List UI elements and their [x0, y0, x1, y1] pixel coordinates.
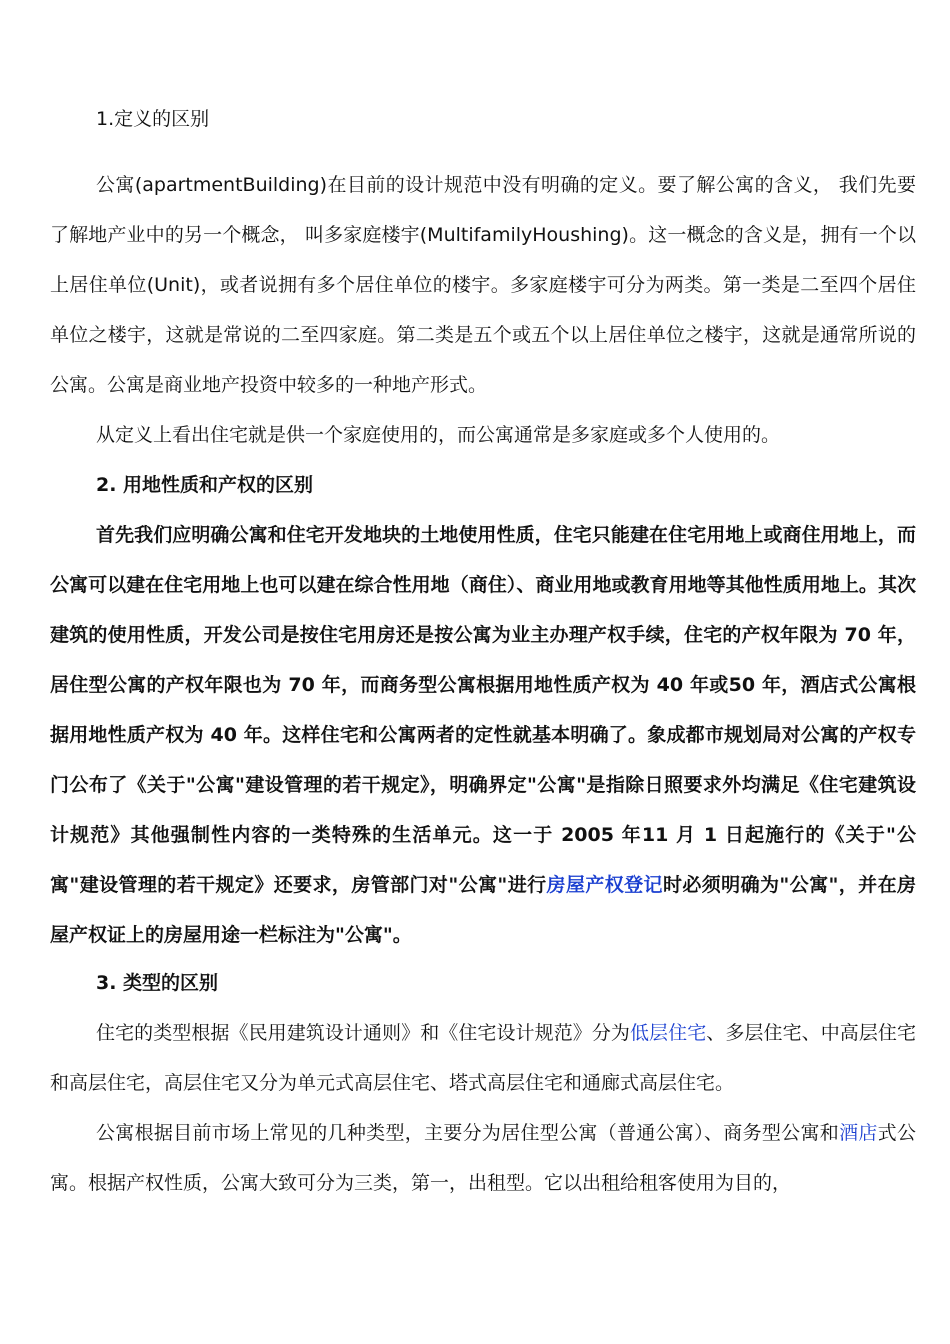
section-3-p2-text-after-link: 式公寓。根据产权性质，公寓大致可分为三类，第一，出租型。它以出租给租客使用为目的，	[50, 1122, 916, 1194]
section-3-heading: 3. 类型的区别	[96, 972, 219, 994]
section-3-paragraph-1	[50, 1008, 916, 1108]
section-3-paragraph-2	[50, 1108, 916, 1208]
property-registration-link[interactable]: 房屋产权登记	[546, 874, 663, 896]
section-2-text-before-link: 首先我们应明确公寓和住宅开发地块的土地使用性质，住宅只能建在住宅用地上或商住用地上，而公寓可以建在住宅用地上也可以建在综合性用地（商住）、商业用地或教育用地等其他性质用地上。其次建筑的使用性质，开发公司是按住宅用房还是按公寓为业主办理产权手续，住宅的产权年限为 70 年，居住型公寓的产权年限也为 70 年，而商务型公寓根据用地性质产权为 40 年或50 年，酒店式公寓根据用地性质产权为 40 年。这样住宅和公寓两者的定性就基本明确了。象成都市规划局对公寓的产权专门公布了《关于"公寓"建设管理的若干规定》，明确界定"公寓"是指除日照要求外均满足《住宅建筑设计规范》其他强制性内容的一类特殊的生活单元。这一于 2005 年11 月 1 日起施行的《关于"公寓"建设管理的若干规定》还要求，房管部门对"公寓"进行	[50, 524, 916, 896]
section-3-p1-text-before-link: 住宅的类型根据《民用建筑设计通则》和《住宅设计规范》分为	[96, 1022, 630, 1044]
section-2-heading: 2. 用地性质和产权的区别	[96, 474, 314, 496]
section-2-paragraph	[50, 510, 916, 960]
section-1-paragraph-1: 公寓(apartmentBuilding)在目前的设计规范中没有明确的定义。要了解公寓的含义， 我们先要了解地产业中的另一个概念， 叫多家庭楼宇(MultifamilyHoushing)。这一概念的含义是，拥有一个以上居住单位(Unit)，或者说拥有多个居住单位的楼宇。多家庭楼宇可分为两类。第一类是二至四个居住单位之楼宇，这就是常说的二至四家庭。第二类是五个或五个以上居住单位之楼宇，这就是通常所说的公寓。公寓是商业地产投资中较多的一种地产形式。	[50, 174, 916, 396]
section-3-p2-text-before-link: 公寓根据目前市场上常见的几种类型，主要分为居住型公寓（普通公寓）、商务型公寓和	[96, 1122, 840, 1144]
section-2-text-after-link: 时必须明确为"公寓"，并在房屋产权证上的房屋用途一栏标注为"公寓"。	[50, 874, 916, 946]
section-1-paragraph-2: 从定义上看出住宅就是供一个家庭使用的，而公寓通常是多家庭或多个人使用的。	[96, 424, 781, 446]
hotel-link[interactable]: 酒店	[839, 1122, 878, 1144]
low-rise-housing-link[interactable]: 低层住宅	[629, 1022, 707, 1044]
section-1-heading: 1.定义的区别	[96, 108, 210, 130]
section-3-p1-text-after-link: 、多层住宅、中高层住宅和高层住宅，高层住宅又分为单元式高层住宅、塔式高层住宅和通廊式高层住宅。	[50, 1022, 916, 1094]
